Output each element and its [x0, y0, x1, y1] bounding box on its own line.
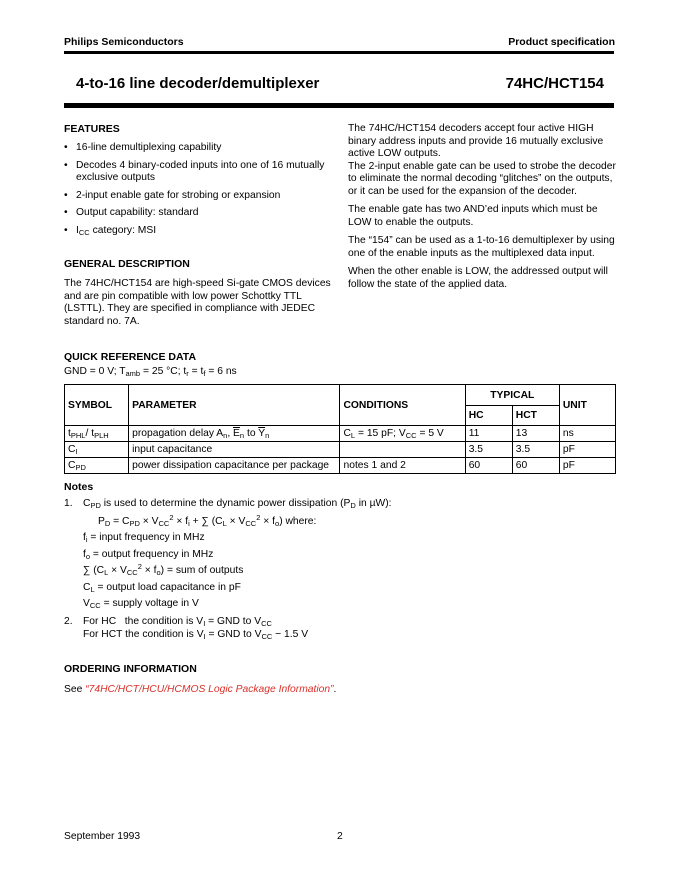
col-typical: TYPICAL [465, 385, 559, 406]
cell-hc: 3.5 [465, 442, 512, 458]
table-row [65, 458, 616, 474]
cell-conditions: notes 1 and 2 [340, 458, 465, 474]
ordering-heading: ORDERING INFORMATION [64, 663, 197, 675]
cell-hc: 60 [465, 458, 512, 474]
footer-date: September 1993 [64, 831, 141, 842]
table-row [65, 426, 616, 442]
cell-hct: 3.5 [512, 442, 559, 458]
ordering-prefix: See [64, 684, 86, 695]
def-fi: $f_i$ = input frequency in MHz [83, 532, 205, 544]
general-description: The 74HC/HCT154 are high-speed Si-gate CMOS devices and are pin compatible with low power Schottky TTL (LSTTL). They are specified in compliance with JEDEC standard no. 7A. [64, 278, 331, 327]
part-number: 74HC/HCT154 [505, 75, 604, 92]
feature-item: • 2-input enable gate for strobing or expansion [64, 190, 339, 203]
note-1-definitions [83, 530, 243, 613]
cell-parameter: propagation delay $A_n$, $\overline{E}_n$ to $\overline{Y}_n$ [129, 426, 340, 442]
cell-parameter: input capacitance [129, 442, 340, 458]
col-hc: HC [465, 406, 512, 426]
desc-para-1: The 74HC/HCT154 decoders accept four active HIGH binary address inputs and provide 16 mutually exclusive active LOW outputs. [348, 123, 604, 159]
feature-item: • 16-line demultiplexing capability [64, 142, 339, 155]
feature-item: • $I_{CC}$ category: MSI [64, 225, 339, 238]
col-conditions: CONDITIONS [340, 385, 465, 426]
quick-ref-conditions: GND = 0 V; $T_{amb} = 25$ °C; $t_r = t_f = 6$ ns [64, 366, 237, 378]
table-row [65, 442, 616, 458]
cell-unit: pF [559, 458, 615, 474]
company-name: Philips Semiconductors [64, 36, 184, 48]
cell-conditions [340, 442, 465, 458]
cell-symbol: $C_I$ [65, 442, 129, 458]
cell-unit: ns [559, 426, 615, 442]
note-2-number: 2. [64, 616, 73, 627]
feature-item: • Decodes 4 binary-coded inputs into one of 16 mutually exclusive outputs [64, 160, 339, 185]
def-fo: $f_o$ = output frequency in MHz [83, 548, 214, 561]
ordering-suffix: . [333, 684, 337, 695]
def-cl: $C_L$ = output load capacitance in pF [83, 581, 241, 594]
quick-ref-table [64, 384, 616, 474]
cell-parameter: power dissipation capacitance per package [129, 458, 340, 474]
note-1-number: 1. [64, 498, 73, 509]
note-2-hc: For HC the condition is $V_I$ = GND to $V_{CC}$ [83, 616, 272, 628]
desc-para-3: The enable gate has two AND’ed inputs which must be LOW to enable the outputs. [348, 204, 598, 228]
col-unit: UNIT [559, 385, 615, 426]
cell-symbol: $C_{PD}$ [65, 458, 129, 474]
cell-conditions: $C_L = 15$ pF; $V_{CC} = 5$ V [340, 426, 465, 442]
cell-hc: 11 [465, 426, 512, 442]
package-info-link[interactable]: “74HC/HCT/HCU/HCMOS Logic Package Information” [85, 684, 334, 695]
cell-hct: 60 [512, 458, 559, 474]
header-rule [64, 51, 614, 54]
notes-heading: Notes [64, 481, 94, 493]
feature-item: • Output capability: standard [64, 207, 339, 220]
desc-para-4: The “154” can be used as a 1-to-16 demultiplexer by using one of the enable inputs as the multiplexed data input. [348, 235, 615, 259]
title-rule [64, 103, 614, 108]
desc-para-5: When the other enable is LOW, the addressed output will follow the state of the applied data. [348, 266, 608, 290]
col-hct: HCT [512, 406, 559, 426]
ordering-text [64, 684, 336, 697]
note-2-hct: For HCT the condition is $V_I$ = GND to $V_{CC} - 1.5$ V [83, 628, 309, 641]
cell-unit: pF [559, 442, 615, 458]
general-heading: GENERAL DESCRIPTION [64, 258, 190, 270]
def-vcc: $V_{CC}$ = supply voltage in V [83, 598, 199, 610]
desc-para-2: The 2-input enable gate can be used to strobe the decoder to eliminate the normal decoding “glitches” on the outputs, or it can be used for the expansion of the decoder. [348, 160, 616, 197]
note-1-formula: $P_D = C_{PD} \times V_{CC}^2 \times f_i$ + ∑ $(C_L \times V_{CC}^2 \times f_o)$ where: [98, 513, 317, 528]
quick-ref-heading: QUICK REFERENCE DATA [64, 351, 197, 363]
doc-type: Product specification [508, 36, 615, 48]
features-heading: FEATURES [64, 123, 120, 135]
doc-title: 4-to-16 line decoder/demultiplexer [76, 75, 320, 92]
col-parameter: PARAMETER [129, 385, 340, 426]
right-column [348, 123, 616, 291]
cell-symbol: $t_{PHL}/$ $t_{PLH}$ [65, 426, 129, 442]
col-symbol: SYMBOL [65, 385, 129, 426]
page-number: 2 [337, 831, 343, 842]
note-2 [83, 616, 308, 641]
note-1: $C_{PD}$ is used to determine the dynamic power dissipation ($P_D$ in µW): [83, 498, 392, 510]
def-sum: ∑ $(C_L \times V_{CC}^2 \times f_o)$ = sum of outputs [83, 562, 244, 577]
cell-hct: 13 [512, 426, 559, 442]
features-list [64, 142, 339, 242]
